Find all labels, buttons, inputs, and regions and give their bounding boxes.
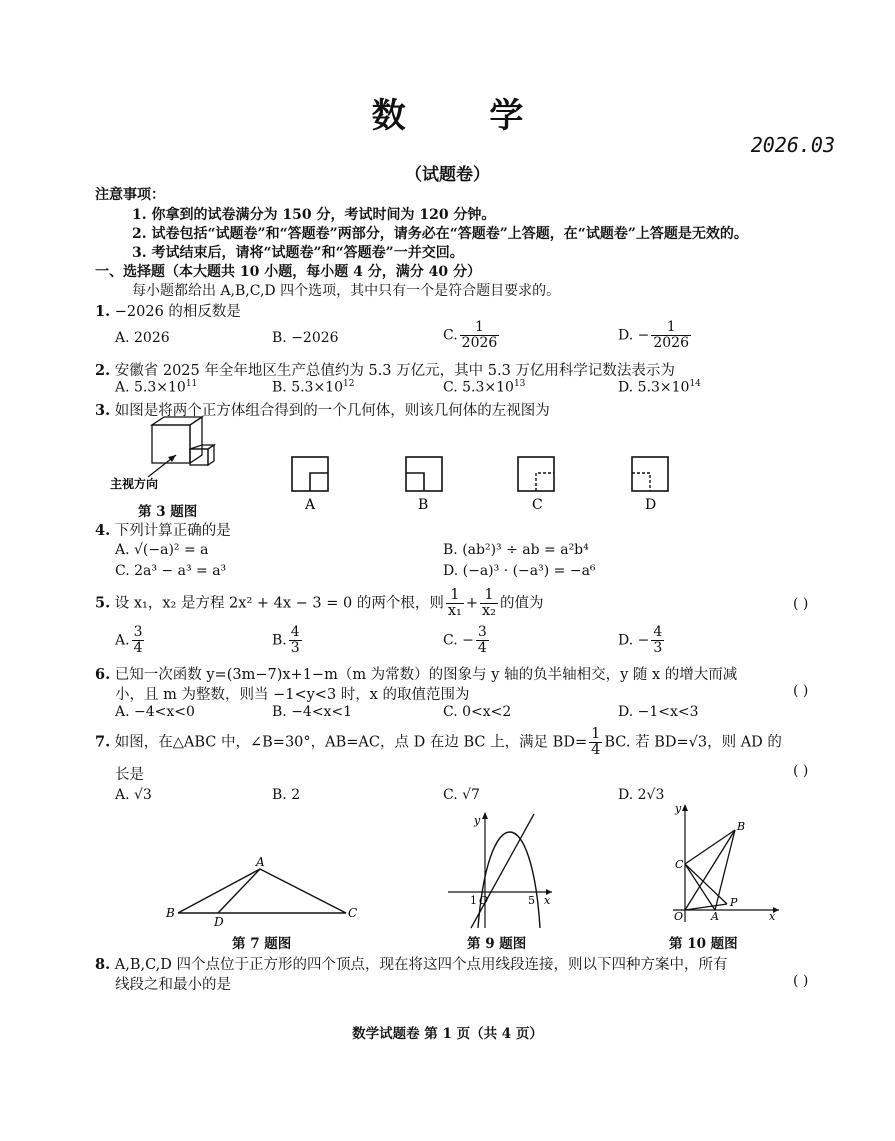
fig9-label-o: O [479, 894, 489, 907]
question-3: 3. 如图是将两个正方体组合得到的一个几何体，则该几何体的左视图为 [95, 402, 550, 419]
fig3-caption: 第 3 题图 [138, 504, 198, 520]
view-d-label: D [645, 497, 657, 513]
view-direction-label: 主视方向 [110, 477, 159, 491]
fig7-triangle [160, 855, 370, 930]
fig9-label-1: 1 [470, 894, 477, 907]
paper-subtitle: （试题卷） [405, 165, 490, 185]
view-b-inner [406, 473, 424, 491]
q7-option-a: A. √3 [115, 787, 152, 803]
section-heading: 一、选择题（本大题共 10 小题，每小题 4 分，满分 40 分） [95, 264, 481, 280]
question-7-line-2: 长是 [115, 767, 144, 783]
q4-option-c: C. 2a³ − a³ = a³ [115, 563, 227, 579]
fig9-label-x: x [544, 894, 551, 907]
segment-op [685, 904, 727, 910]
page-footer: 数学试题卷 第 1 页（共 4 页） [352, 1026, 543, 1042]
q5-answer-bracket: ( ) [793, 596, 809, 612]
fig10-caption: 第 10 题图 [669, 936, 738, 952]
view-c-inner-dashed [536, 473, 554, 491]
fig10-label-o: O [674, 910, 684, 923]
section-instruction: 每小题都给出 A,B,C,D 四个选项，其中只有一个是符合题目要求的。 [132, 283, 561, 299]
q5-option-c: C. − $\frac{3}{4}$ [443, 624, 487, 656]
question-6-line-2: 小，且 m 为整数，则当 −1<y<3 时，x 的取值范围为 [115, 687, 470, 703]
small-cube-side [208, 445, 214, 465]
q3-options-views [290, 455, 670, 520]
fig9-caption: 第 9 题图 [467, 936, 527, 952]
fig9-label-5: 5 [528, 894, 535, 907]
q2-option-c: C. $5.3\times 10^{13}$ [443, 379, 526, 396]
q3-solid-figure [110, 415, 230, 495]
fig10-label-c: C [675, 858, 684, 871]
fig9-label-y: y [474, 814, 481, 827]
q7-option-b: B. 2 [272, 787, 301, 803]
question-5: 5. 设 x₁，x₂ 是方程 2x² + 4x − 3 = 0 的两个根，则 $\frac{1}{\text{x₁}}$ + $\frac{1}{\text{x₂}}$ 的值为 [95, 587, 544, 619]
q1-option-b: B. −2026 [272, 330, 339, 346]
q4-option-b: B. (ab²)³ ÷ ab = a²b⁴ [443, 542, 589, 558]
fig10-label-x: x [769, 910, 776, 923]
fig7-caption: 第 7 题图 [232, 936, 292, 952]
fig9-parabola [478, 832, 540, 928]
question-8-line-1: 8. A,B,C,D 四个点位于正方形的四个顶点，现在将这四个点用线段连接，则以下四种方案中，所有 [95, 956, 728, 973]
q6-answer-bracket: ( ) [793, 683, 809, 699]
note-item-2: 2. 试卷包括“试题卷”和“答题卷”两部分，请务必在“答题卷”上答题，在“试题卷”上答题是无效的。 [132, 226, 748, 242]
q7-option-c: C. √7 [443, 787, 480, 803]
q5-option-a: A. $\frac{3}{4}$ [115, 624, 143, 656]
fig10-label-p: P [730, 896, 738, 909]
q1-option-a: A. 2026 [115, 330, 170, 346]
question-8-line-2: 线段之和最小的是 [115, 977, 231, 993]
question-4: 4. 下列计算正确的是 [95, 522, 231, 539]
q7-answer-bracket: ( ) [793, 763, 809, 779]
q8-answer-bracket: ( ) [793, 973, 809, 989]
q7-option-d: D. 2√3 [618, 787, 665, 803]
segment-ad [218, 869, 260, 913]
q1-option-d: D. − $\frac{1}{2026}$ [618, 319, 689, 351]
fig10-y-arrow [682, 804, 688, 811]
fig10-label-b: B [737, 820, 746, 833]
q2-option-d: D. $5.3\times 10^{14}$ [618, 379, 701, 396]
notes-heading: 注意事项： [95, 187, 165, 203]
q4-option-d: D. (−a)³ · (−a³) = −a⁶ [443, 563, 596, 579]
view-c-label: C [532, 497, 543, 513]
note-item-3: 3. 考试结束后，请将“试题卷”和“答题卷”一并交回。 [132, 245, 464, 261]
q6-option-c: C. 0<x<2 [443, 704, 512, 720]
q2-option-a: A. $5.3\times 10^{11}$ [115, 379, 198, 396]
fig7-label-b: B [166, 906, 175, 920]
q6-option-b: B. −4<x<1 [272, 704, 353, 720]
fig10-label-y: y [675, 802, 682, 815]
big-cube-side [190, 417, 202, 463]
q6-option-a: A. −4<x<0 [115, 704, 195, 720]
page-title: 数 学 [371, 96, 560, 136]
q2-option-b: B. $5.3\times 10^{12}$ [272, 379, 355, 396]
question-7-line-1: 7. 如图，在△ABC 中，∠B=30°，AB=AC，点 D 在边 BC 上，满足 BD= $\frac{1}{4}$ BC. 若 BD=√3，则 AD 的 [95, 726, 782, 758]
view-d-inner-dashed [632, 473, 650, 491]
exam-date: 2026.03 [750, 133, 835, 157]
big-cube-top [152, 417, 202, 425]
fig9-line [471, 814, 534, 928]
triangle-abc [178, 869, 346, 913]
view-a-inner [310, 473, 328, 491]
view-b-label: B [418, 497, 429, 513]
fig7-label-a: A [256, 855, 265, 869]
fig9-parabola-graph [440, 810, 560, 930]
segment-ob [685, 830, 735, 910]
q5-option-d: D. − $\frac{4}{3}$ [618, 624, 663, 656]
note-item-1: 1. 你拿到的试卷满分为 150 分，考试时间为 120 分钟。 [132, 207, 496, 223]
fig9-y-arrow [482, 812, 488, 819]
question-6-line-1: 6. 已知一次函数 y=(3m−7)x+1−m（m 为常数）的图象与 y 轴的负半轴相交，y 随 x 的增大而减 [95, 666, 738, 683]
question-2: 2. 安徽省 2025 年全年地区生产总值约为 5.3 万亿元，其中 5.3 万亿用科学记数法表示为 [95, 362, 675, 379]
question-1: 1. −2026 的相反数是 [95, 303, 241, 320]
fig10-coordinate-figure [665, 800, 785, 925]
segment-cp [685, 864, 727, 904]
view-a-label: A [305, 497, 316, 513]
fig7-label-c: C [348, 906, 358, 920]
fig7-label-d: D [214, 915, 224, 929]
q1-option-c: C. $\frac{1}{2026}$ [443, 319, 498, 351]
q6-option-d: D. −1<x<3 [618, 704, 699, 720]
q4-option-a: A. √(−a)² = a [115, 542, 209, 558]
fig10-label-a: A [711, 910, 719, 923]
q5-option-b: B. $\frac{4}{3}$ [272, 624, 300, 656]
